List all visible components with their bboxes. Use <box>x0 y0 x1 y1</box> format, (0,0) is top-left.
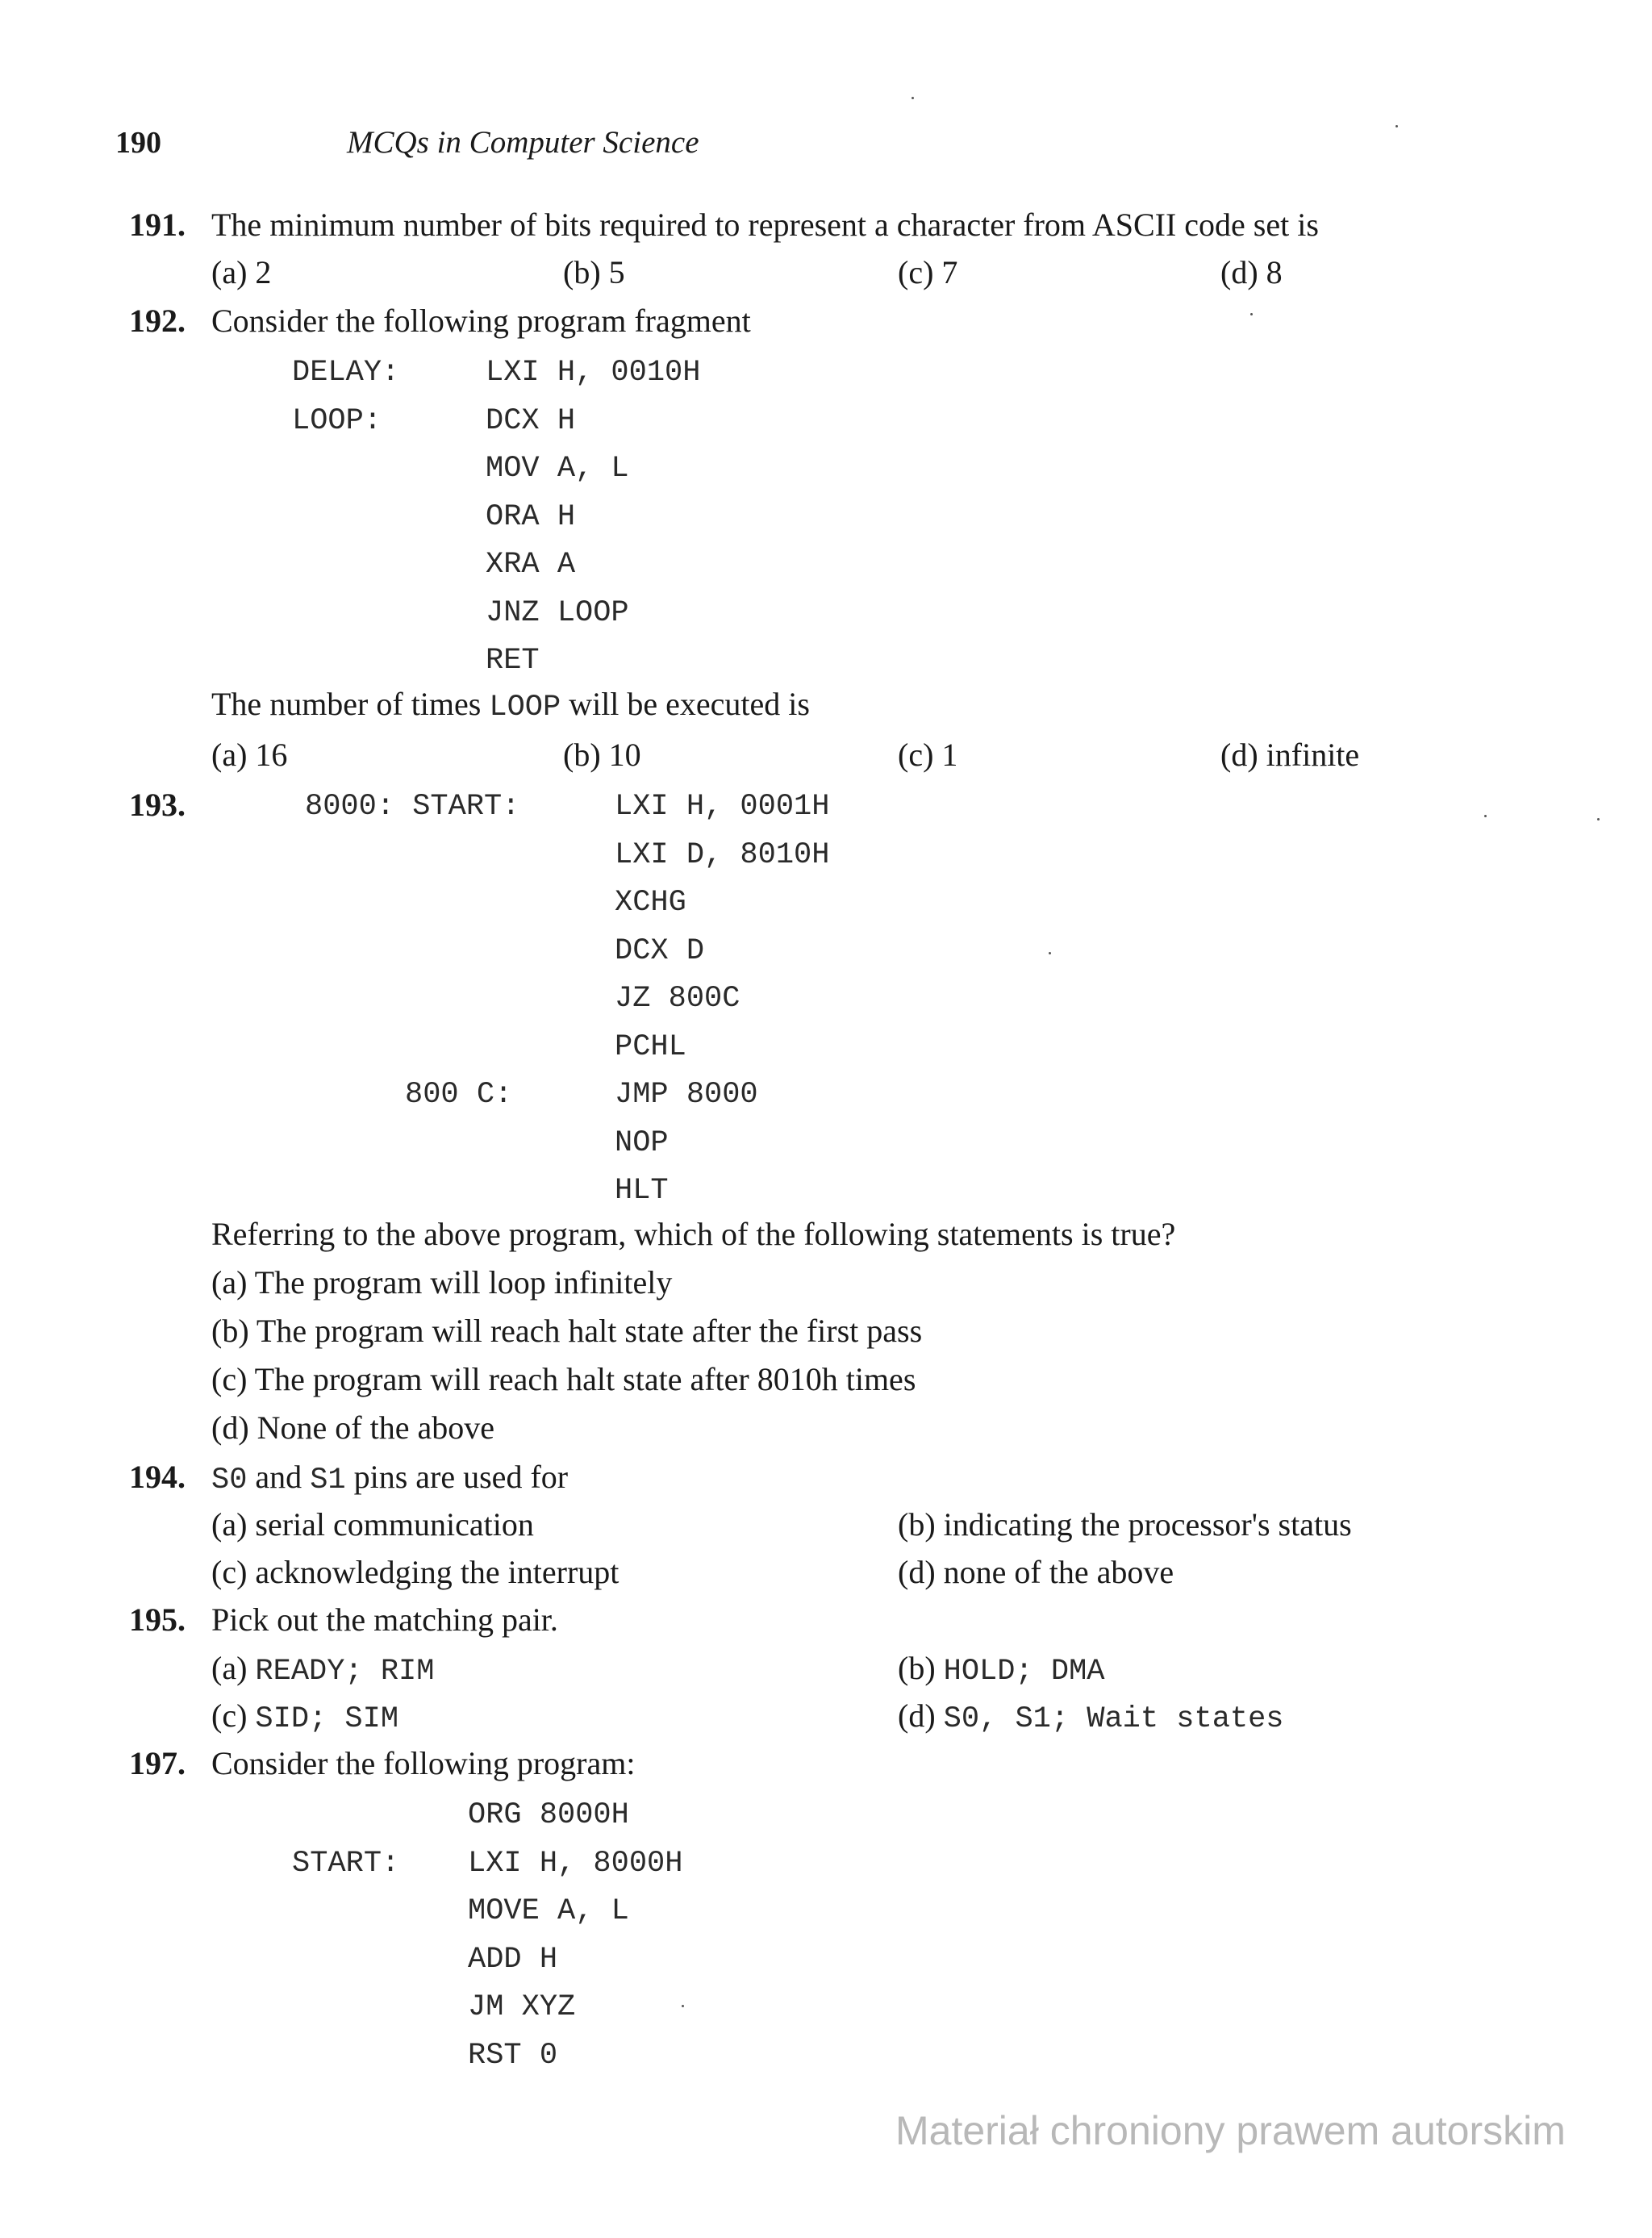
code-instruction: LXI D, 8010H <box>615 838 830 872</box>
code-instruction: ADD H <box>468 1943 558 1977</box>
scan-speck <box>682 2005 684 2007</box>
code-label: 8000: START: <box>305 790 520 824</box>
code-label: START: <box>292 1847 400 1881</box>
scan-speck <box>1597 818 1600 820</box>
option-key: (a) <box>211 1650 248 1686</box>
option: (d) 8 <box>1220 254 1283 290</box>
option: (d) None of the above <box>211 1409 494 1446</box>
option <box>898 1698 1284 1737</box>
question-text: The minimum number of bits required to represent a character from ASCII code set is <box>211 207 1319 243</box>
option <box>211 1698 398 1737</box>
option <box>211 1651 434 1689</box>
followup-text: The number of times <box>211 686 490 722</box>
code-instruction: JZ 800C <box>615 982 740 1016</box>
question-number: 194. <box>129 1459 186 1495</box>
code-label: 800 C: <box>405 1078 513 1112</box>
question-number: 197. <box>129 1745 186 1781</box>
code-instruction: MOVE A, L <box>468 1894 629 1928</box>
option-code: SID; SIM <box>255 1702 399 1736</box>
question-text <box>211 1459 568 1498</box>
code-instruction: DCX H <box>486 404 576 438</box>
code-instruction: RST 0 <box>468 2039 558 2073</box>
option: (b) 5 <box>563 254 625 290</box>
inline-code: LOOP <box>489 691 561 724</box>
question-text: Consider the following program fragment <box>211 303 751 339</box>
option: (c) The program will reach halt state after 8010h times <box>211 1361 916 1397</box>
question-text: Pick out the matching pair. <box>211 1601 558 1638</box>
option: (a) 2 <box>211 254 272 290</box>
code-instruction: RET <box>486 644 540 678</box>
option: (b) indicating the processor's status <box>898 1506 1352 1543</box>
option-key: (c) <box>211 1697 248 1734</box>
code-instruction: PCHL <box>615 1030 686 1064</box>
option-code: S0, S1; Wait states <box>943 1702 1284 1736</box>
question-text-part: and <box>247 1459 311 1495</box>
code-instruction: XCHG <box>615 886 686 920</box>
code-instruction: ORG 8000H <box>468 1798 629 1832</box>
code-instruction: LXI H, 8000H <box>468 1847 683 1881</box>
code-instruction: JMP 8000 <box>615 1078 758 1112</box>
option: (b) 10 <box>563 737 641 773</box>
inline-code: S0 <box>211 1463 248 1497</box>
option: (a) The program will loop infinitely <box>211 1264 673 1301</box>
code-instruction: JNZ LOOP <box>486 596 629 630</box>
code-instruction: JM XYZ <box>468 1990 576 2024</box>
question-text-part: pins are used for <box>345 1459 569 1495</box>
book-title: MCQs in Computer Science <box>347 125 699 160</box>
option: (d) infinite <box>1220 737 1360 773</box>
option: (c) 7 <box>898 254 958 290</box>
code-instruction: LXI H, 0010H <box>486 356 701 390</box>
code-instruction: MOV A, L <box>486 452 629 486</box>
code-label: LOOP: <box>292 404 382 438</box>
copyright-watermark: Materiał chroniony prawem autorskim <box>895 2108 1566 2153</box>
code-instruction: XRA A <box>486 548 576 582</box>
option <box>898 1651 1104 1689</box>
page-number: 190 <box>115 126 161 160</box>
code-instruction: HLT <box>615 1174 669 1208</box>
code-instruction: NOP <box>615 1126 669 1160</box>
question-text: Consider the following program: <box>211 1745 636 1781</box>
code-instruction: LXI H, 0001H <box>615 790 830 824</box>
question-number: 191. <box>129 207 186 243</box>
question-followup <box>211 687 810 725</box>
option: (c) 1 <box>898 737 958 773</box>
option: (a) 16 <box>211 737 288 773</box>
followup-text: will be executed is <box>561 686 810 722</box>
scan-speck <box>1049 952 1051 954</box>
option-key: (d) <box>898 1697 936 1734</box>
option-code: READY; RIM <box>255 1655 435 1689</box>
option-key: (b) <box>898 1650 936 1686</box>
question-text: Referring to the above program, which of the following statements is true? <box>211 1216 1176 1252</box>
scan-speck <box>1395 125 1398 127</box>
option: (b) The program will reach halt state after the first pass <box>211 1313 923 1349</box>
scan-speck <box>912 97 914 99</box>
option-code: HOLD; DMA <box>943 1655 1105 1689</box>
question-number: 195. <box>129 1601 186 1638</box>
scan-speck <box>1250 313 1253 315</box>
option: (a) serial communication <box>211 1506 534 1543</box>
question-number: 192. <box>129 303 186 339</box>
question-number: 193. <box>129 787 186 823</box>
code-label: DELAY: <box>292 356 400 390</box>
option: (c) acknowledging the interrupt <box>211 1554 620 1590</box>
code-instruction: DCX D <box>615 934 705 968</box>
option: (d) none of the above <box>898 1554 1174 1590</box>
inline-code: S1 <box>310 1463 346 1497</box>
code-instruction: ORA H <box>486 500 576 534</box>
scan-speck <box>1484 815 1487 817</box>
